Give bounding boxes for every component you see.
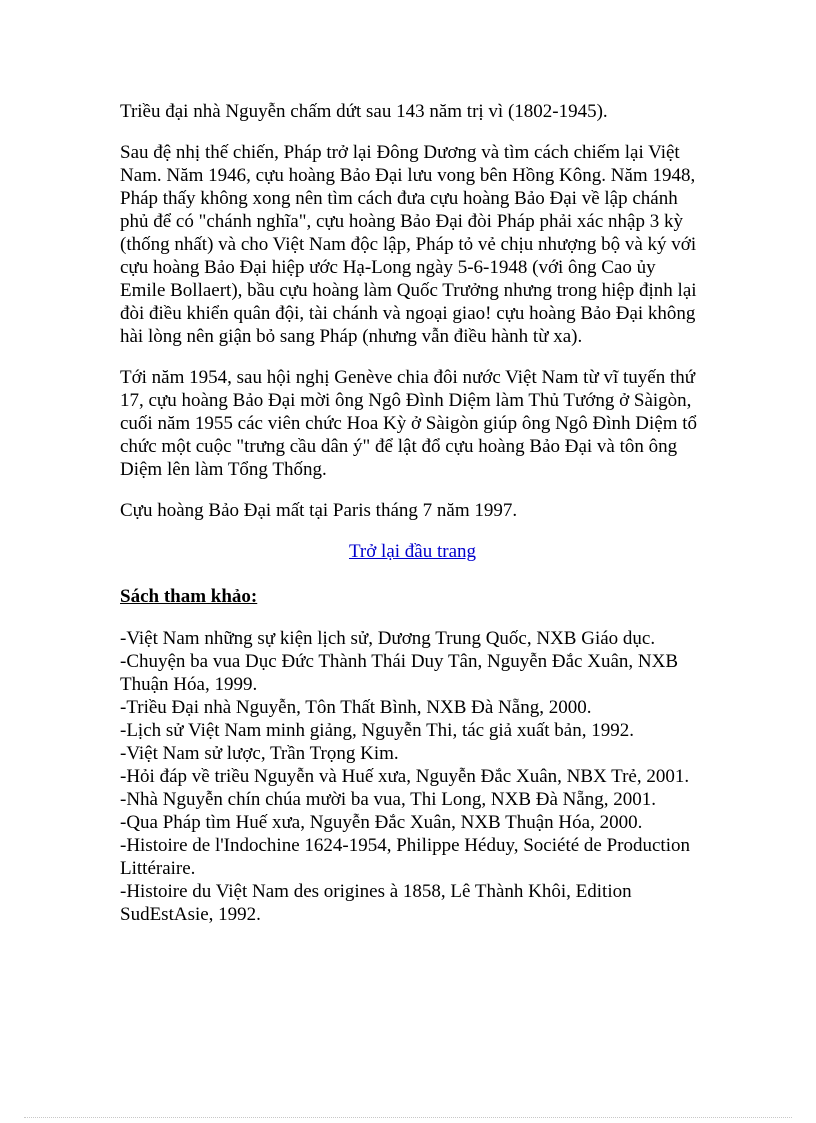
paragraph-post-war: Sau đệ nhị thế chiến, Pháp trở lại Đông Dương và tìm cách chiếm lại Việt Nam. Năm 1946, cựu hoàng Bảo Đại lưu vong bên Hồng Kông. Năm 1948, Pháp thấy không xong nên tìm cách đưa cựu hoàng Bảo Đại về lập chánh phủ để có "chánh nghĩa", cựu hoàng Bảo Đại đòi Pháp phải xác nhập 3 kỳ (thống nhất) và cho Việt Nam độc lập, Pháp tỏ vẻ chịu nhượng bộ và ký với cựu hoàng Bảo Đại hiệp ước Hạ-Long ngày 5-6-1948 (với ông Cao ủy Emile Bollaert), bầu cựu hoàng làm Quốc Trưởng nhưng trong hiệp định lại đòi điều khiển quân đội, tài chánh và ngoại giao! cựu hoàng Bảo Đại không hài lòng nên giận bỏ sang Pháp (nhưng vẫn điều hành từ xa).	[120, 142, 697, 347]
references-heading: Sách tham khảo:	[120, 586, 258, 607]
list-item: -Việt Nam sử lược, Trần Trọng Kim.	[120, 743, 399, 764]
list-item: -Lịch sử Việt Nam minh giảng, Nguyễn Thi, tác giả xuất bản, 1992.	[120, 720, 634, 741]
paragraph-geneva: Tới năm 1954, sau hội nghị Genève chia đôi nước Việt Nam từ vĩ tuyến thứ 17, cựu hoàng Bảo Đại mời ông Ngô Đình Diệm làm Thủ Tướng ở Sàigòn, cuối năm 1955 các viên chức Hoa Kỳ ở Sàigòn giúp ông Ngô Đình Diệm tổ chức một cuộc "trưng cầu dân ý" để lật đổ cựu hoàng Bảo Đại và tôn ông Diệm lên làm Tổng Thống.	[120, 367, 698, 480]
list-item: -Chuyện ba vua Dục Đức Thành Thái Duy Tân, Nguyễn Đắc Xuân, NXB Thuận Hóa, 1999.	[120, 651, 679, 695]
list-item: -Histoire de l'Indochine 1624-1954, Philippe Héduy, Société de Production Littéraire.	[120, 835, 690, 879]
page-bottom-divider	[24, 1117, 792, 1118]
document-body	[120, 100, 705, 926]
paragraph-dynasty-end: Triều đại nhà Nguyễn chấm dứt sau 143 năm trị vì (1802-1945).	[120, 101, 608, 122]
list-item: -Việt Nam những sự kiện lịch sử, Dương Trung Quốc, NXB Giáo dục.	[120, 628, 656, 649]
references-list	[120, 627, 705, 926]
back-to-top-row	[120, 540, 705, 563]
paragraph-death: Cựu hoàng Bảo Đại mất tại Paris tháng 7 năm 1997.	[120, 500, 518, 521]
back-to-top-link[interactable]: Trở lại đầu trang	[348, 541, 477, 562]
list-item: -Triều Đại nhà Nguyễn, Tôn Thất Bình, NXB Đà Nẵng, 2000.	[120, 697, 592, 718]
list-item: -Histoire du Việt Nam des origines à 1858, Lê Thành Khôi, Edition SudEstAsie, 1992.	[120, 881, 632, 925]
list-item: -Nhà Nguyễn chín chúa mười ba vua, Thi Long, NXB Đà Nẵng, 2001.	[120, 789, 657, 810]
list-item: -Qua Pháp tìm Huế xưa, Nguyễn Đắc Xuân, NXB Thuận Hóa, 2000.	[120, 812, 643, 833]
list-item: -Hỏi đáp về triều Nguyễn và Huế xưa, Nguyễn Đắc Xuân, NBX Trẻ, 2001.	[120, 766, 690, 787]
